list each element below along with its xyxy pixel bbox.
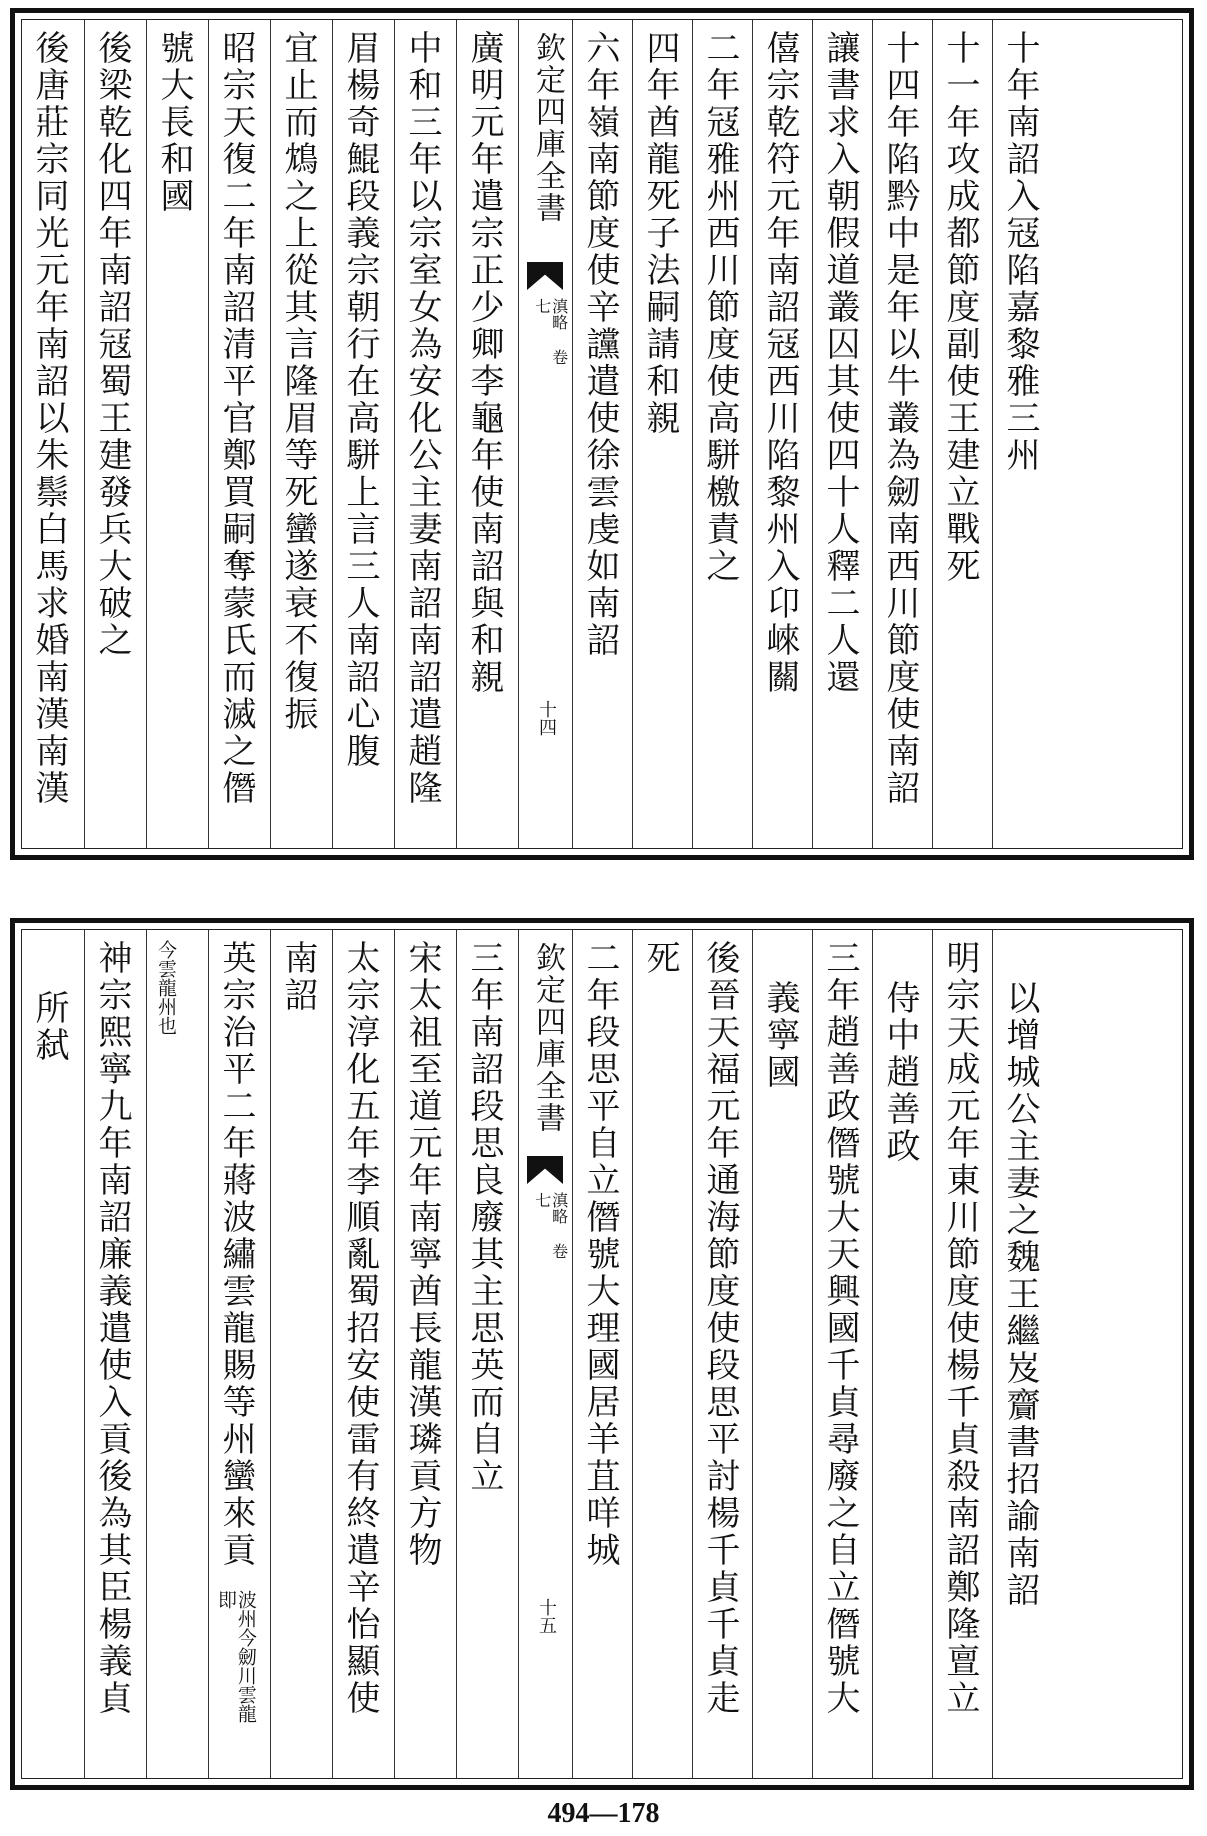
column-text: 南詔 [278, 940, 318, 1014]
text-column [84, 20, 146, 848]
page-bottom [10, 918, 1194, 1790]
column-text: 義寧國 [760, 980, 800, 1091]
text-column [394, 930, 456, 1778]
column-text: 所弑 [29, 990, 69, 1064]
text-column [208, 930, 270, 1778]
page-number: 十五 [536, 1598, 557, 1634]
text-column [456, 930, 518, 1778]
page-number: 十四 [536, 700, 557, 736]
text-column [270, 930, 332, 1778]
text-column [632, 20, 692, 848]
book-title: 欽定四庫全書 [530, 32, 565, 224]
column-text: 明宗天成元年東川節度使楊千貞殺南詔鄭隆亶立 [940, 940, 980, 1717]
book-title: 欽定四庫全書 [530, 942, 565, 1134]
text-column [146, 930, 208, 1778]
column-text: 神宗熙寧九年南詔廉義遣使入貢後為其臣楊義貞 [92, 940, 132, 1717]
column-text: 宜止而鴆之上從其言隆眉等死蠻遂衰不復振 [278, 30, 318, 733]
volume-label: 滇略 卷七 [532, 1192, 569, 1259]
column-text: 讓書求入朝假道叢囚其使四十人釋二人還 [820, 30, 860, 696]
column-text: 廣明元年遣宗正少卿李龜年使南詔與和親 [464, 30, 504, 696]
column-text: 以增城公主妻之魏王繼岌齎書招諭南詔 [1000, 980, 1040, 1609]
text-column [84, 930, 146, 1778]
text-column [572, 930, 632, 1778]
page-frame-bottom [21, 929, 1183, 1779]
column-text: 後梁乾化四年南詔冦蜀王建發兵大破之 [92, 30, 132, 659]
text-column [456, 20, 518, 848]
column-text: 僖宗乾符元年南詔冦西川陷黎州入卬崍關 [760, 30, 800, 696]
column-text: 十四年陷黔中是年以牛叢為劒南西川節度使南詔 [880, 30, 920, 807]
text-column [692, 930, 752, 1778]
column-text: 二年段思平自立僭號大理國居羊苴咩城 [580, 940, 620, 1569]
column-text: 十一年攻成都節度副使王建立戰死 [940, 30, 980, 585]
fishtail-mark [527, 262, 563, 290]
text-column [932, 20, 992, 848]
text-column [812, 930, 872, 1778]
catalog-number: 494—178 [547, 1798, 660, 1829]
column-text: 三年趙善政僭號大天興國千貞尋廢之自立僭號大 [820, 940, 860, 1717]
text-column [146, 20, 208, 848]
text-column [812, 20, 872, 848]
column-text: 宋太祖至道元年南寧酋長龍漢璘貢方物 [402, 940, 442, 1569]
column-text: 三年南詔段思良廢其主思英而自立 [464, 940, 504, 1495]
text-column [752, 930, 812, 1778]
column-text: 太宗淳化五年李順亂蜀招安使雷有終遣辛怡顯使 [340, 940, 380, 1717]
text-column [872, 930, 932, 1778]
text-column [752, 20, 812, 848]
text-column [692, 20, 752, 848]
text-column [270, 20, 332, 848]
volume-label: 滇略 卷七 [532, 298, 569, 365]
column-text: 十年南詔入冦陷嘉黎雅三州 [1000, 30, 1040, 474]
column-text: 號大長和國 [154, 30, 194, 215]
text-column [332, 930, 394, 1778]
text-column [572, 20, 632, 848]
page-top [10, 8, 1194, 860]
text-column [208, 20, 270, 848]
column-text: 英宗治平二年蔣波繡雲龍賜等州蠻來貢 [216, 940, 256, 1569]
column-text: 中和三年以宗室女為安化公主妻南詔南詔遣趙隆 [402, 30, 442, 807]
text-column [992, 20, 1052, 848]
page-frame-top [21, 19, 1183, 849]
text-column [22, 930, 84, 1778]
column-text: 侍中趙善政 [880, 980, 920, 1165]
column-text: 二年冦雅州西川節度使高駢檄責之 [700, 30, 740, 585]
center-fold [518, 930, 572, 1778]
column-text: 後晉天福元年通海節度使段思平討楊千貞千貞走 [700, 940, 740, 1717]
column-text: 四年酋龍死子法嗣請和親 [640, 30, 680, 437]
column-text: 六年嶺南節度使辛讜遣使徐雲虔如南詔 [580, 30, 620, 659]
center-fold [518, 20, 572, 848]
column-text: 眉楊奇鯤段義宗朝行在高駢上言三人南詔心腹 [340, 30, 380, 770]
text-column [932, 930, 992, 1778]
text-column [332, 20, 394, 848]
text-column [992, 930, 1052, 1778]
fishtail-mark [527, 1156, 563, 1184]
interlinear-note: 今雲龍州也 [154, 940, 177, 1035]
interlinear-note: 波州今劒川雲龍即 [214, 1590, 257, 1723]
text-column [22, 20, 84, 848]
column-text: 後唐莊宗同光元年南詔以朱鬃白馬求婚南漢南漢 [29, 30, 69, 807]
column-text: 死 [640, 940, 680, 977]
text-column [872, 20, 932, 848]
text-column [394, 20, 456, 848]
column-text: 昭宗天復二年南詔清平官鄭買嗣奪蒙氏而滅之僭 [216, 30, 256, 807]
text-column [632, 930, 692, 1778]
